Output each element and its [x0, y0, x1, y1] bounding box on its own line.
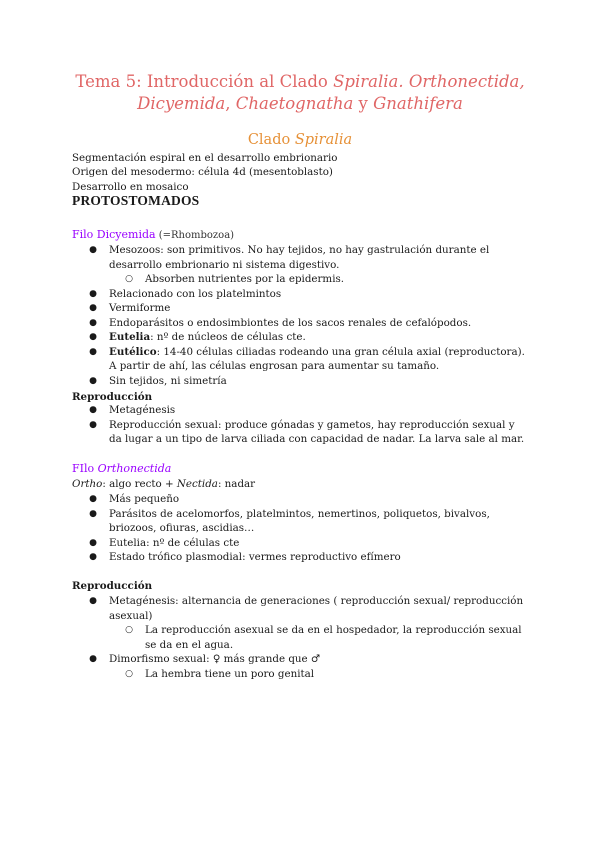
- dicyemida-reproduccion-heading: Reproducción: [72, 391, 153, 403]
- list-item: [88, 316, 528, 331]
- list-item: [88, 287, 528, 302]
- bullet-icon: ●: [89, 332, 97, 342]
- list-item-text: Eutelia: nº de células cte: [109, 536, 240, 549]
- list-item-text: Vermiforme: [109, 302, 171, 314]
- list-item-text: Endoparásitos o endosimbiontes de los sacos renales de cefalópodos.: [109, 316, 472, 329]
- list-item-text: La hembra tiene un poro genital: [145, 667, 315, 680]
- orthonectida-reproduccion-heading: Reproducción: [72, 580, 153, 592]
- list-item: [88, 301, 528, 316]
- bullet-icon: ●: [89, 596, 97, 606]
- list-item: [88, 272, 528, 287]
- orthonectida-reproduccion-list: [88, 594, 528, 681]
- list-item: [88, 374, 528, 389]
- list-item: [88, 243, 528, 272]
- list-item-text: Estado trófico plasmodial: vermes reproductivo efímero: [109, 551, 401, 563]
- bullet-icon: ●: [89, 245, 97, 255]
- bullet-icon: ●: [89, 419, 97, 430]
- section-heading-clado: Clado Spiralia: [247, 132, 353, 148]
- list-item: [88, 536, 528, 551]
- list-item-text: Más pequeño: [109, 493, 180, 505]
- list-item-text: Metagénesis: [109, 404, 176, 416]
- bullet-icon: ●: [89, 494, 97, 504]
- orthonectida-list: [88, 492, 528, 565]
- dicyemida-list: [88, 243, 528, 388]
- list-item-text: Reproducción sexual: produce gónadas y gametos, hay reproducción sexual y da lugar a un tipo de larva ciliada con capacidad de nadar. La larva sale al mar.: [109, 418, 525, 445]
- list-item: [88, 507, 528, 536]
- bullet-icon: ●: [89, 375, 97, 386]
- list-item-text: Mesozoos: son primitivos. No hay tejidos, no hay gastrulación durante el desarrollo embrionario ni sistema digestivo.: [109, 244, 490, 271]
- list-item: [88, 652, 528, 667]
- list-item: [88, 550, 528, 565]
- list-item-text: : nº de núcleos de células cte.: [150, 331, 306, 343]
- list-item-text: La reproducción asexual se da en el hospedador, la reproducción sexual se da en el agua.: [145, 624, 522, 651]
- list-item-text: Dimorfismo sexual: ♀ más grande que ♂: [109, 653, 321, 665]
- document-title-line1: Tema 5: Introducción al Clado Spiralia. Orthonectida,: [75, 72, 525, 91]
- list-item-term: Eutelia: [109, 331, 151, 343]
- list-item: [88, 418, 528, 447]
- list-item: [88, 594, 528, 623]
- intro-line: Segmentación espiral en el desarrollo embrionario: [72, 152, 338, 164]
- filo-orthonectida-heading: FIlo Orthonectida: [72, 462, 172, 475]
- list-item-term: Eutélico: [109, 345, 157, 358]
- protostomados-heading: PROTOSTOMADOS: [72, 193, 200, 208]
- list-item-text: Parásitos de acelomorfos, platelmintos, nemertinos, poliquetos, bivalvos, briozoos, ofiuras, ascidias…: [109, 507, 490, 534]
- list-item-text: Relacionado con los platelmintos: [109, 287, 282, 300]
- bullet-icon: ●: [89, 346, 97, 357]
- bullet-icon: ●: [89, 405, 97, 415]
- list-item: [88, 667, 528, 682]
- dicyemida-reproduccion-list: [88, 403, 528, 447]
- bullet-icon: ●: [89, 303, 97, 313]
- bullet-icon: ●: [89, 537, 97, 548]
- list-item: [88, 623, 528, 652]
- document-title-line2: Dicyemida, Chaetognatha y Gnathifera: [137, 94, 463, 113]
- bullet-icon: ●: [89, 508, 97, 519]
- intro-line: Desarrollo en mosaico: [72, 181, 189, 193]
- list-item-text: Metagénesis: alternancia de generaciones ( reproducción sexual/ reproducción asexual): [109, 595, 524, 622]
- list-item: [88, 330, 528, 345]
- bullet-icon: ●: [89, 654, 97, 664]
- list-item-text: Sin tejidos, ni simetría: [109, 374, 227, 387]
- list-item: [88, 403, 528, 418]
- hollow-bullet-icon: ○: [125, 625, 133, 635]
- orthonectida-etymology: Ortho: algo recto + Nectida: nadar: [72, 478, 256, 490]
- hollow-bullet-icon: ○: [125, 274, 133, 284]
- filo-dicyemida-heading: Filo Dicyemida (=Rhombozoa): [72, 228, 235, 241]
- bullet-icon: ●: [89, 317, 97, 328]
- list-item: [88, 345, 528, 374]
- bullet-icon: ●: [89, 288, 97, 299]
- hollow-bullet-icon: ○: [125, 668, 133, 679]
- list-item-text: : 14-40 células ciliadas rodeando una gran célula axial (reproductora). A partir de ahí, las células engrosan para aumentar su tamaño.: [109, 345, 525, 372]
- list-item-text: Absorben nutrientes por la epidermis.: [145, 273, 345, 285]
- intro-line: Origen del mesodermo: célula 4d (mesentoblasto): [72, 166, 333, 178]
- list-item: [88, 492, 528, 507]
- bullet-icon: ●: [89, 552, 97, 562]
